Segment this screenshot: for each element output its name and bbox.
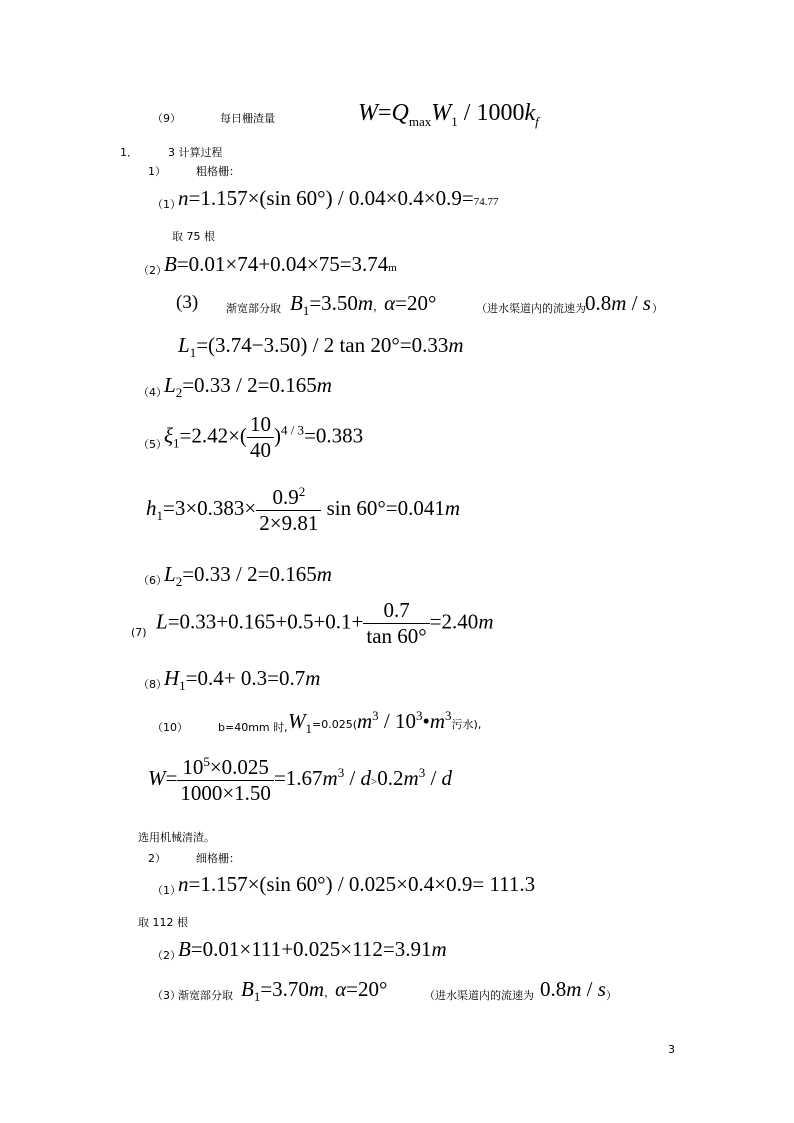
coarse-item-5-label: （5）	[138, 438, 167, 451]
coarse-item-3-label: (3)	[176, 292, 199, 313]
coarse-item-3-text: 渐宽部分取	[226, 302, 281, 315]
section-number: 1．	[120, 146, 138, 159]
formula-fine-bar-count: n=1.157×(sin 60°) / 0.025×0.4×0.9= 111.3	[178, 872, 536, 896]
subsection-2-number: 2）	[148, 852, 166, 865]
item-9-label: （9）	[152, 112, 181, 125]
formula-w: W= $\frac{10^5\times 0.025}{1000\times 1.50}$ $=1.67m^3 / d>0.2m^3 / d$	[148, 754, 453, 805]
formula-daily-screenings: $W=Q_{max}W_1 / 1000k_f$	[358, 100, 539, 129]
formula-l2: $L_2=0.33 / 2=0.165m$	[164, 373, 332, 401]
subsection-1-title: 粗格栅：	[196, 165, 240, 178]
fine-bar-count-note: 取 112 根	[138, 916, 188, 929]
item-9-text: 每日栅渣量	[220, 112, 275, 125]
fine-item-3-velocity-text: （进水渠道内的流速为	[424, 989, 534, 1002]
formula-b1-alpha: $B_1=3.50m$，α=20°	[290, 291, 437, 319]
formula-xi: $\xi_1=2.42\times$( $\frac{10}{40}$ )$^{4 / 3}$=0.383	[164, 412, 364, 462]
coarse-item-8-label: （8）	[138, 678, 167, 691]
subsection-1-number: 1）	[148, 165, 166, 178]
coarse-item-10-label: （10）	[152, 721, 188, 734]
bar-count-note: 取 75 根	[172, 230, 215, 243]
coarse-item-3-velocity-text: （进水渠道内的流速为	[476, 302, 586, 315]
fine-item-3-text: 渐宽部分取	[178, 989, 233, 1002]
formula-velocity: 0.8m / s	[585, 291, 651, 315]
formula-fine-width: B=0.01×111+0.025×112=3.91m	[178, 937, 447, 961]
fine-item-3-label: （3）	[152, 989, 181, 1002]
page-number: 3	[668, 1043, 675, 1056]
subsection-2-title: 细格栅：	[196, 852, 240, 865]
coarse-item-3-close: ）	[652, 302, 663, 315]
formula-w1: $W_1=0.025(m^3$ / $10^3•m^3$污水),	[288, 708, 482, 737]
coarse-item-2-label: （2）	[138, 264, 167, 277]
fine-item-3-close: ）	[606, 989, 617, 1002]
formula-channel-width: B=0.01×74+0.04×75=3.74m	[164, 252, 397, 276]
coarse-item-10-text: b=40mm 时,	[218, 721, 288, 734]
fine-item-1-label: （1）	[152, 884, 181, 897]
coarse-item-1-label: （1）	[152, 198, 181, 211]
formula-l2-repeat: $L_2=0.33 / 2=0.165m$	[164, 562, 332, 590]
coarse-item-7-label: (7)	[131, 626, 147, 639]
formula-l1: $L_1=(3.74-3.50) / 2$ tan 20°=0.33m	[178, 333, 464, 361]
formula-bar-count: n=1.157×(sin 60°) / 0.04×0.4×0.9=74.77	[178, 186, 499, 210]
formula-total-length: L=0.33+0.165+0.5+0.1+ $\frac{0.7}{\tan 60^\circ}$ =2.40m	[156, 598, 494, 648]
formula-h1-height: $H_1=0.4+ 0.3=0.7m$	[164, 666, 321, 694]
fine-item-2-label: （2）	[152, 949, 181, 962]
section-title: 3 计算过程	[168, 146, 223, 159]
mechanical-cleaning-note: 选用机械清渣。	[138, 831, 215, 844]
bar-count-result: 74.77	[473, 196, 499, 208]
coarse-item-6-label: （6）	[138, 574, 167, 587]
formula-fine-b1-alpha: $B_1=3.70m$，α=20°	[241, 977, 388, 1005]
formula-fine-velocity: 0.8m / s	[540, 977, 606, 1001]
coarse-item-4-label: （4）	[138, 386, 167, 399]
formula-h1: $h_1=3\times 0.383\times$ $\frac{0.9^2}{2\times 9.81}$ sin 60°=0.041m	[146, 484, 461, 535]
